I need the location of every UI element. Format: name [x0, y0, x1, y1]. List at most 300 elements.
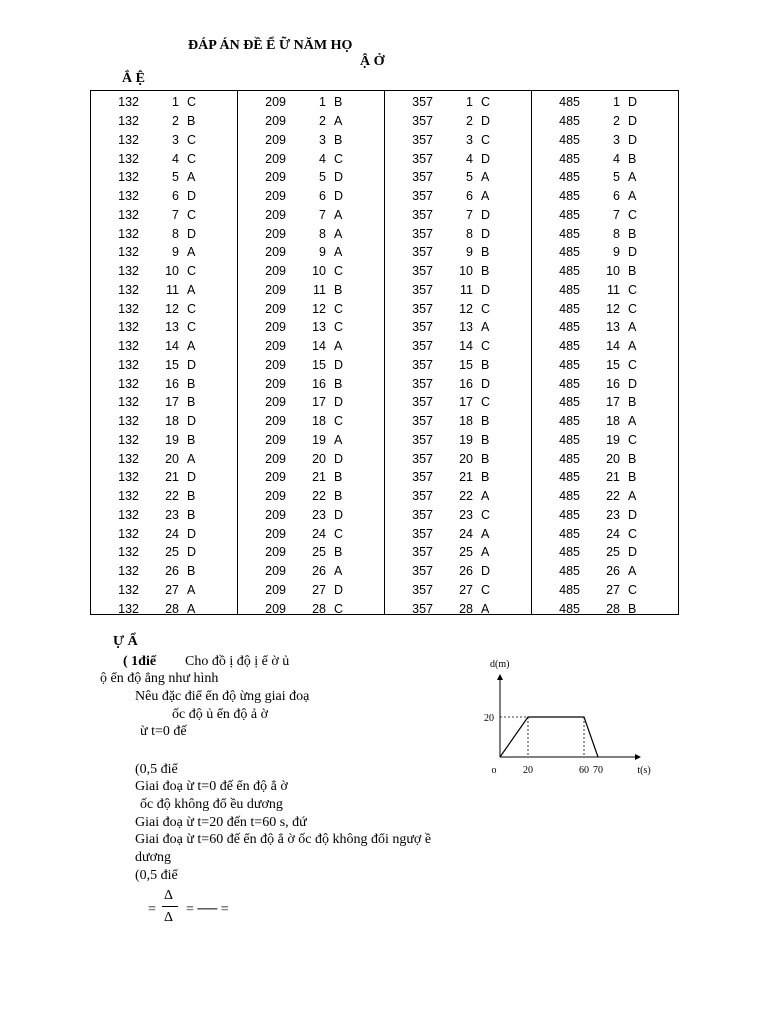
answer-letter: C [481, 582, 491, 597]
answer-letter: D [187, 189, 197, 204]
score-note-1: (0,5 điể [135, 762, 178, 777]
answer-letter: C [187, 207, 197, 222]
table-row [91, 374, 237, 393]
answer-letter: A [628, 339, 637, 354]
question-number: 19 [165, 432, 179, 447]
exam-code: 485 [559, 601, 580, 616]
question-number: 27 [312, 582, 326, 597]
table-row [532, 281, 678, 300]
answer-letter: D [628, 132, 638, 147]
table-row [385, 337, 531, 356]
exam-code: 132 [118, 357, 139, 372]
exam-code: 357 [412, 320, 433, 335]
table-row [385, 543, 531, 562]
table-row [238, 562, 384, 581]
table-row [532, 506, 678, 525]
question-number: 2 [319, 114, 326, 129]
answer-letter: A [481, 170, 490, 185]
table-row [532, 149, 678, 168]
table-row [532, 431, 678, 450]
question-number: 5 [613, 170, 620, 185]
question-number: 16 [312, 376, 326, 391]
question-number: 6 [172, 189, 179, 204]
table-row [385, 262, 531, 281]
answer-letter: A [481, 320, 490, 335]
table-row [385, 206, 531, 225]
answer-letter: B [481, 264, 490, 279]
exam-code: 357 [412, 564, 433, 579]
x-tick-label: 70 [593, 765, 603, 776]
answer-letter: D [481, 376, 491, 391]
answer-letter: D [628, 545, 638, 560]
answer-letter: A [334, 207, 343, 222]
exam-code: 357 [412, 114, 433, 129]
table-row [238, 243, 384, 262]
table-row [532, 524, 678, 543]
exam-code: 209 [265, 432, 286, 447]
question-number: 8 [319, 226, 326, 241]
question-number: 10 [606, 264, 620, 279]
exam-code: 132 [118, 451, 139, 466]
table-row [91, 131, 237, 150]
question-number: 16 [165, 376, 179, 391]
exam-code: 485 [559, 545, 580, 560]
exam-code: 209 [265, 507, 286, 522]
table-row [532, 243, 678, 262]
question-line3: Nêu đặc điể ển độ ừng giai đoạ [135, 689, 310, 704]
exam-code: 485 [559, 507, 580, 522]
exam-code: 357 [412, 339, 433, 354]
answer-letter: B [334, 489, 343, 504]
question-number: 17 [459, 395, 473, 410]
exam-code: 357 [412, 432, 433, 447]
question-number: 16 [459, 376, 473, 391]
exam-code: 132 [118, 395, 139, 410]
table-row [238, 337, 384, 356]
question-number: 23 [459, 507, 473, 522]
question-number: 18 [606, 414, 620, 429]
table-row [91, 393, 237, 412]
exam-code: 485 [559, 151, 580, 166]
answer-letter: C [628, 357, 638, 372]
question-number: 21 [165, 470, 179, 485]
answer-letter: B [187, 507, 196, 522]
answer-letter: D [187, 470, 197, 485]
table-row [532, 449, 678, 468]
table-row [91, 431, 237, 450]
exam-code: 132 [118, 320, 139, 335]
question-number: 24 [165, 526, 179, 541]
exam-code: 209 [265, 339, 286, 354]
answer-letter: A [628, 189, 637, 204]
exam-code: 132 [118, 339, 139, 354]
exam-code: 485 [559, 170, 580, 185]
exam-code: 357 [412, 170, 433, 185]
question-number: 13 [606, 320, 620, 335]
table-row [532, 374, 678, 393]
answer-letter: D [628, 114, 638, 129]
answer-letter: B [334, 470, 343, 485]
table-row [532, 599, 678, 618]
question-number: 10 [165, 264, 179, 279]
answer-letter: C [334, 320, 344, 335]
answer-letter: A [628, 564, 637, 579]
question-label: ( 1điể [123, 654, 157, 669]
question-number: 22 [606, 489, 620, 504]
exam-code: 485 [559, 357, 580, 372]
table-row [91, 581, 237, 600]
table-row [91, 599, 237, 618]
question-number: 25 [459, 545, 473, 560]
exam-code: 209 [265, 489, 286, 504]
table-row [91, 468, 237, 487]
question-number: 9 [319, 245, 326, 260]
exam-code: 132 [118, 282, 139, 297]
answer-letter: D [187, 526, 197, 541]
question-number: 26 [606, 564, 620, 579]
exam-code: 485 [559, 282, 580, 297]
answer-letter: A [334, 114, 343, 129]
answer-letter: B [628, 470, 637, 485]
question-number: 28 [312, 601, 326, 616]
table-row [385, 524, 531, 543]
answer-letter: A [187, 282, 196, 297]
answer-letter: A [187, 339, 196, 354]
table-row [238, 599, 384, 618]
answer-letter: C [628, 526, 638, 541]
exam-code: 485 [559, 339, 580, 354]
question-number: 20 [459, 451, 473, 466]
formula-rest: = ── = [186, 902, 229, 917]
table-row [532, 262, 678, 281]
answer-letter: A [334, 339, 343, 354]
table-row [238, 487, 384, 506]
answer-letter: A [628, 414, 637, 429]
question-number: 25 [165, 545, 179, 560]
question-number: 1 [466, 95, 473, 110]
exam-code: 209 [265, 582, 286, 597]
exam-code: 357 [412, 95, 433, 110]
exam-code: 357 [412, 282, 433, 297]
question-number: 22 [165, 489, 179, 504]
answer-letter: D [334, 395, 344, 410]
table-row [238, 543, 384, 562]
question-number: 15 [312, 357, 326, 372]
table-row [91, 281, 237, 300]
exam-code: 132 [118, 489, 139, 504]
exam-code: 357 [412, 207, 433, 222]
answer-letter: D [187, 414, 197, 429]
question-number: 12 [459, 301, 473, 316]
exam-code: 132 [118, 564, 139, 579]
question-number: 23 [165, 507, 179, 522]
answer-letter: A [187, 245, 196, 260]
answer-letter: B [334, 95, 343, 110]
answer-letter: C [481, 95, 491, 110]
exam-code: 209 [265, 151, 286, 166]
question-number: 3 [172, 132, 179, 147]
table-row [91, 506, 237, 525]
exam-code: 485 [559, 489, 580, 504]
exam-code: 209 [265, 526, 286, 541]
table-row [532, 487, 678, 506]
table-row [238, 299, 384, 318]
exam-code: 485 [559, 226, 580, 241]
exam-code: 357 [412, 395, 433, 410]
question-number: 11 [313, 282, 326, 297]
table-row [385, 149, 531, 168]
answer-letter: B [481, 470, 490, 485]
answer-letter: B [187, 489, 196, 504]
exam-code: 357 [412, 582, 433, 597]
answer-letter: B [481, 357, 490, 372]
answer-letter: C [334, 414, 344, 429]
exam-code: 485 [559, 564, 580, 579]
table-row [238, 206, 384, 225]
table-row [91, 262, 237, 281]
exam-code: 485 [559, 414, 580, 429]
table-row [238, 187, 384, 206]
question-number: 18 [312, 414, 326, 429]
question-number: 13 [312, 320, 326, 335]
question-number: 18 [459, 414, 473, 429]
exam-code: 209 [265, 376, 286, 391]
table-row [238, 356, 384, 375]
table-row [91, 318, 237, 337]
question-number: 4 [319, 151, 326, 166]
table-row [532, 581, 678, 600]
answer-letter: B [628, 226, 637, 241]
answer-letter: B [628, 601, 637, 616]
table-row [532, 412, 678, 431]
question-number: 14 [312, 339, 326, 354]
answer-line2: ốc độ không đổ ều dương [140, 797, 283, 812]
table-row [91, 149, 237, 168]
exam-code: 132 [118, 132, 139, 147]
question-number: 6 [466, 189, 473, 204]
table-row [91, 356, 237, 375]
question-number: 12 [165, 301, 179, 316]
answer-letter: B [628, 264, 637, 279]
table-row [385, 449, 531, 468]
table-row [532, 337, 678, 356]
table-row [238, 524, 384, 543]
question-number: 19 [459, 432, 473, 447]
table-row [238, 431, 384, 450]
answer-letter: B [481, 432, 490, 447]
question-number: 15 [165, 357, 179, 372]
exam-code: 209 [265, 189, 286, 204]
exam-code: 485 [559, 301, 580, 316]
answer-letter: A [481, 189, 490, 204]
exam-code: 485 [559, 376, 580, 391]
question-number: 24 [312, 526, 326, 541]
table-row [385, 356, 531, 375]
answer-letter: A [334, 564, 343, 579]
answer-letter: A [628, 320, 637, 335]
formula-eq-sign: = [148, 902, 156, 917]
exam-code: 132 [118, 207, 139, 222]
answer-letter: B [334, 132, 343, 147]
answer-letter: C [481, 339, 491, 354]
exam-code: 485 [559, 432, 580, 447]
table-row [238, 93, 384, 112]
table-row [91, 243, 237, 262]
question-number: 1 [172, 95, 179, 110]
question-number: 20 [165, 451, 179, 466]
table-row [385, 487, 531, 506]
table-row [91, 299, 237, 318]
question-number: 4 [613, 151, 620, 166]
exam-code: 132 [118, 245, 139, 260]
doc-title-line2: Ậ Ở [360, 54, 385, 69]
question-number: 27 [606, 582, 620, 597]
answer-letter: B [187, 395, 196, 410]
exam-code: 485 [559, 189, 580, 204]
exam-code: 209 [265, 132, 286, 147]
answer-letter: C [334, 526, 344, 541]
exam-code: 132 [118, 95, 139, 110]
question-number: 26 [312, 564, 326, 579]
table-row [238, 581, 384, 600]
answer-line5: dương [135, 850, 171, 865]
question-number: 17 [312, 395, 326, 410]
table-row [238, 449, 384, 468]
question-number: 4 [466, 151, 473, 166]
answer-letter: A [481, 545, 490, 560]
table-row [532, 299, 678, 318]
table-row [385, 224, 531, 243]
exam-code: 132 [118, 189, 139, 204]
answer-letter: B [187, 564, 196, 579]
table-row [238, 131, 384, 150]
answer-letter: C [628, 582, 638, 597]
answer-line3: Giai đoạ ừ t=20 đến t=60 s, đứ [135, 815, 307, 830]
question-number: 3 [466, 132, 473, 147]
question-number: 3 [319, 132, 326, 147]
question-number: 16 [606, 376, 620, 391]
exam-code: 209 [265, 414, 286, 429]
exam-code: 209 [265, 170, 286, 185]
exam-code: 132 [118, 526, 139, 541]
table-row [238, 149, 384, 168]
answer-letter: D [628, 95, 638, 110]
answer-letter: B [334, 545, 343, 560]
exam-code: 357 [412, 489, 433, 504]
question-number: 19 [606, 432, 620, 447]
question-number: 9 [172, 245, 179, 260]
table-row [532, 224, 678, 243]
table-row [238, 281, 384, 300]
exam-code: 357 [412, 376, 433, 391]
exam-code: 209 [265, 282, 286, 297]
answer-letter: C [628, 282, 638, 297]
question-number: 15 [459, 357, 473, 372]
answer-letter: A [334, 245, 343, 260]
exam-code: 485 [559, 95, 580, 110]
table-row [91, 487, 237, 506]
table-row [238, 262, 384, 281]
exam-code: 485 [559, 207, 580, 222]
question-number: 21 [459, 470, 473, 485]
question-number: 1 [319, 95, 326, 110]
essay-heading: Ự Ẩ [113, 634, 138, 649]
question-number: 2 [172, 114, 179, 129]
answer-letter: A [187, 170, 196, 185]
exam-code: 132 [118, 507, 139, 522]
answer-letter: D [481, 151, 491, 166]
exam-code: 209 [265, 357, 286, 372]
answer-letter: D [628, 376, 638, 391]
table-row [238, 374, 384, 393]
question-number: 26 [459, 564, 473, 579]
answer-table [90, 90, 679, 615]
question-number: 7 [172, 207, 179, 222]
table-row [91, 206, 237, 225]
answer-column-357 [385, 91, 532, 614]
question-number: 17 [165, 395, 179, 410]
answer-letter: D [334, 189, 344, 204]
question-number: 9 [466, 245, 473, 260]
answer-letter: A [187, 451, 196, 466]
answer-letter: C [334, 301, 344, 316]
table-row [238, 224, 384, 243]
table-row [532, 131, 678, 150]
table-row [91, 337, 237, 356]
question-number: 4 [172, 151, 179, 166]
exam-code: 209 [265, 601, 286, 616]
exam-code: 485 [559, 395, 580, 410]
table-row [385, 243, 531, 262]
answer-letter: D [334, 582, 344, 597]
exam-code: 357 [412, 189, 433, 204]
question-number: 17 [606, 395, 620, 410]
table-row [91, 93, 237, 112]
table-row [532, 543, 678, 562]
question-number: 5 [172, 170, 179, 185]
question-number: 2 [466, 114, 473, 129]
question-number: 13 [165, 320, 179, 335]
answer-letter: D [628, 507, 638, 522]
table-row [385, 281, 531, 300]
exam-code: 132 [118, 114, 139, 129]
table-row [385, 562, 531, 581]
answer-letter: C [481, 132, 491, 147]
exam-code: 485 [559, 582, 580, 597]
answer-letter: D [481, 564, 491, 579]
table-row [385, 393, 531, 412]
answer-column-485 [532, 91, 678, 614]
question-number: 20 [606, 451, 620, 466]
table-row [385, 468, 531, 487]
question-number: 1 [613, 95, 620, 110]
question-number: 24 [606, 526, 620, 541]
table-row [385, 374, 531, 393]
answer-letter: D [481, 114, 491, 129]
question-number: 23 [606, 507, 620, 522]
exam-code: 209 [265, 470, 286, 485]
table-row [91, 168, 237, 187]
exam-code: 357 [412, 357, 433, 372]
answer-letter: D [187, 226, 197, 241]
exam-code: 209 [265, 207, 286, 222]
answer-letter: C [187, 301, 197, 316]
exam-code: 132 [118, 582, 139, 597]
exam-code: 209 [265, 95, 286, 110]
exam-code: 357 [412, 526, 433, 541]
answer-letter: B [481, 245, 490, 260]
answer-letter: A [481, 526, 490, 541]
